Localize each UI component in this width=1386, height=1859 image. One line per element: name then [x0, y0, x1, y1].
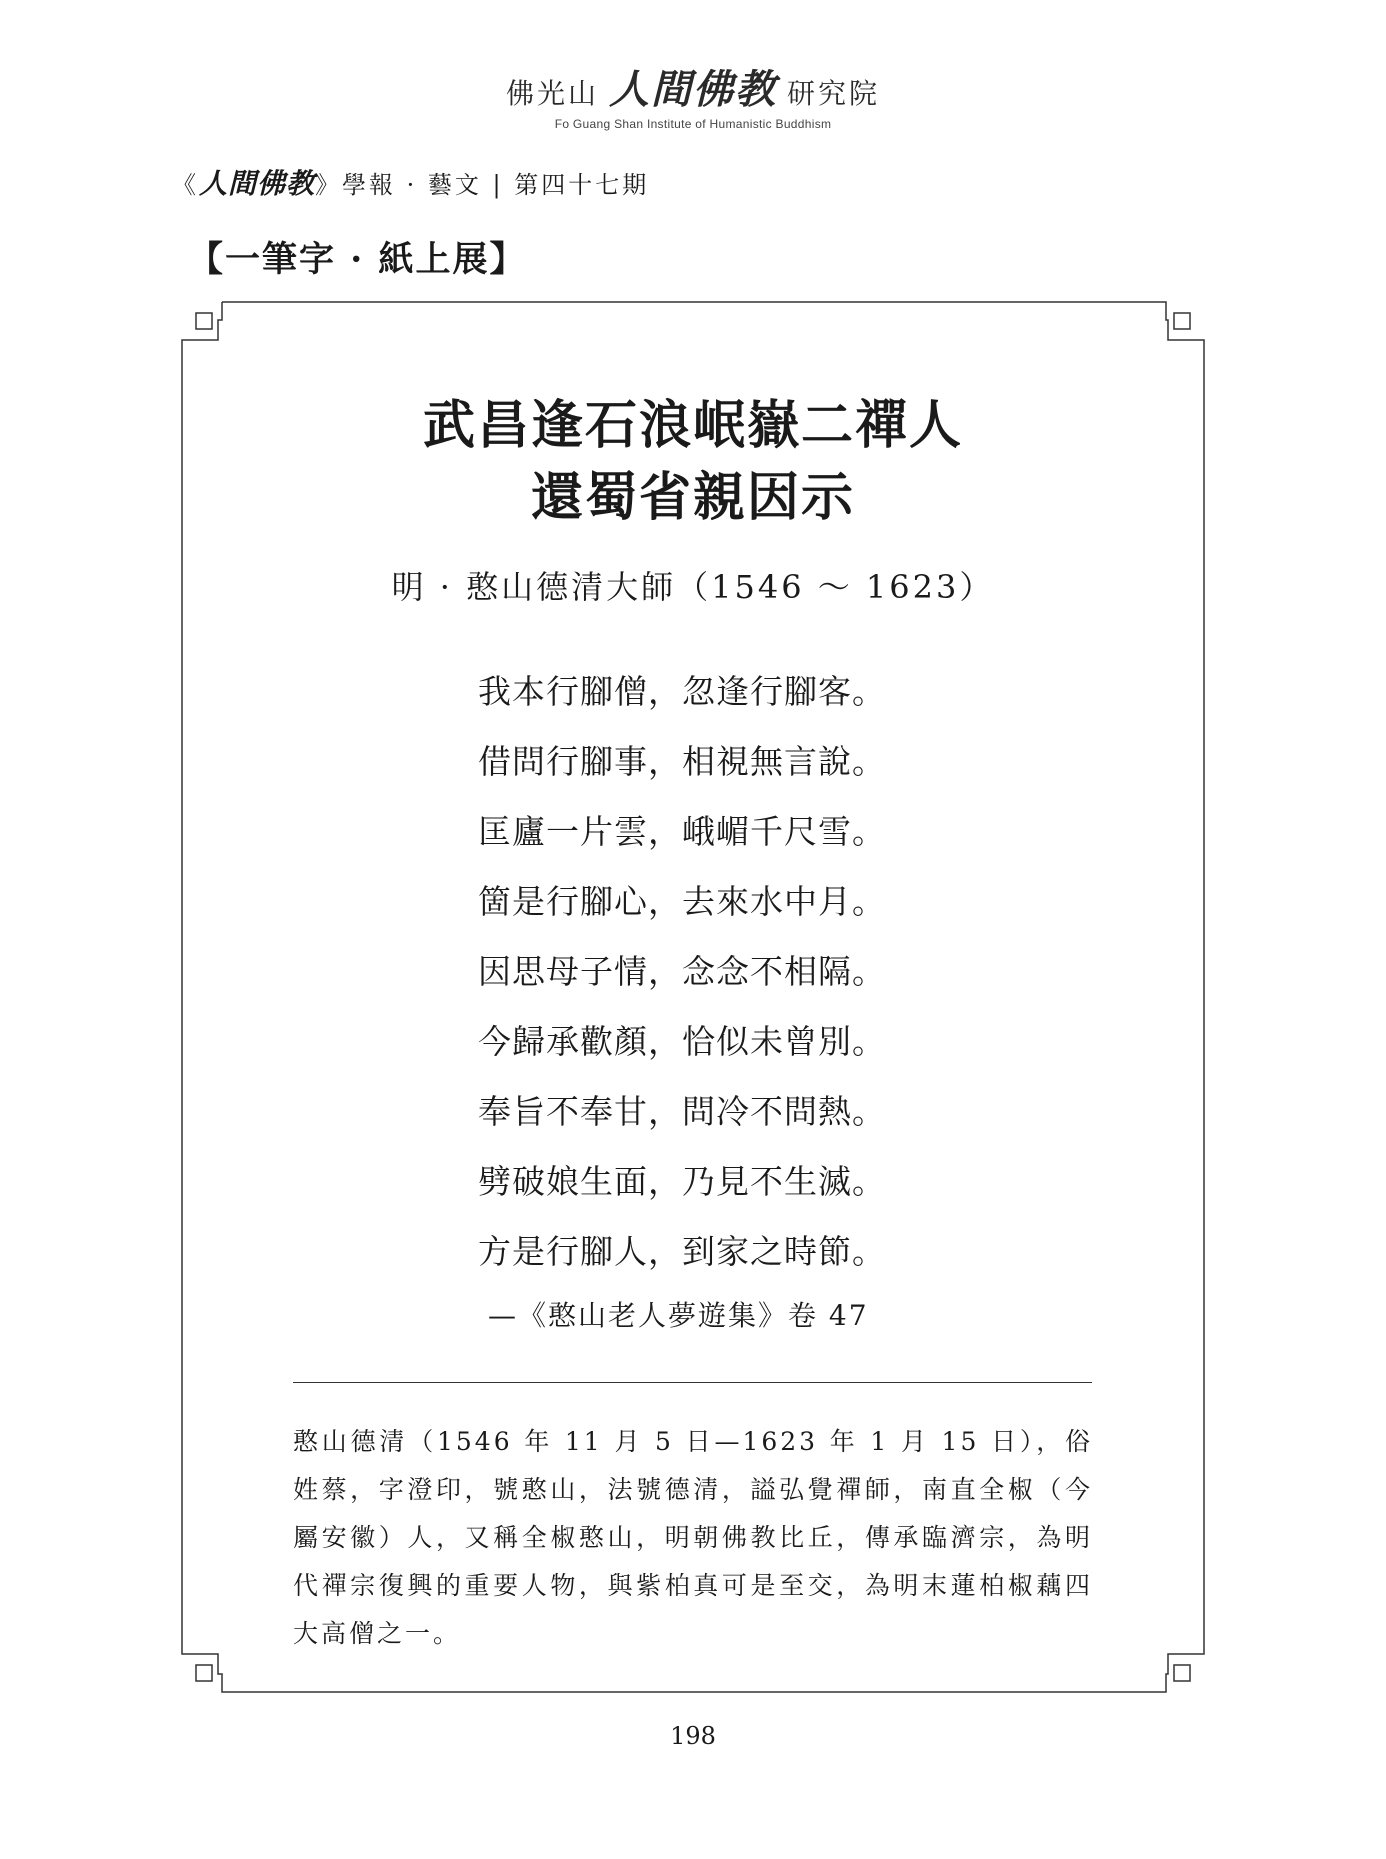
- verse-line: 劈破娘生面，乃見不生滅。: [478, 1162, 886, 1201]
- verse-line: 我本行腳僧，忽逢行腳客。: [478, 672, 886, 711]
- corner-square-bottom-right: [1174, 1665, 1190, 1681]
- journal-line: [172, 162, 649, 202]
- poem-source: —《憨山老人夢遊集》卷 47: [488, 1299, 869, 1332]
- poem-verses: [478, 662, 886, 1292]
- poem-author: 明 · 憨山德清大師（1546 ～ 1623）: [391, 568, 995, 606]
- journal-info: 》學報 · 藝文 | 第四十七期: [315, 171, 650, 199]
- corner-square-bottom-left: [196, 1665, 212, 1681]
- institute-english-name: Fo Guang Shan Institute of Humanistic Buddhism: [554, 117, 832, 131]
- verse-line: 箇是行腳心，去來水中月。: [478, 882, 886, 921]
- poem-title-line-2: 還蜀省親因示: [530, 467, 855, 528]
- corner-square-top-left: [196, 313, 212, 329]
- page-header: [0, 58, 1386, 131]
- verse-line: 因思母子情，念念不相隔。: [478, 952, 886, 991]
- section-title: 【一筆字 · 紙上展】: [188, 239, 527, 280]
- verse-line: 匡廬一片雲，峨嵋千尺雪。: [478, 812, 886, 851]
- institute-brand-calligraphy: 人間佛教: [609, 66, 777, 113]
- institute-name: [506, 58, 880, 115]
- corner-square-top-right: [1174, 313, 1190, 329]
- poem-title: [0, 390, 1386, 534]
- journal-open-bracket: 《: [172, 171, 199, 199]
- journal-brand-calligraphy: 人間佛教: [199, 167, 316, 200]
- verse-line: 方是行腳人，到家之時節。: [478, 1232, 886, 1271]
- poem-title-line-1: 武昌逢石浪岷嶽二禪人: [422, 395, 963, 456]
- page-number: 198: [670, 1722, 716, 1750]
- institute-suffix: 研究院: [787, 77, 881, 110]
- verse-line: 奉旨不奉甘，問冷不問熱。: [478, 1092, 886, 1131]
- verse-line: 借問行腳事，相視無言說。: [478, 742, 886, 781]
- verse-line: 今歸承歡顏，恰似未曾別。: [478, 1022, 886, 1061]
- author-biography: 憨山德清（1546 年 11 月 5 日—1623 年 1 月 15 日），俗姓蔡，字澄印，號憨山，法號德清，謚弘覺禪師，南直全椒（今屬安徽）人，又稱全椒憨山，明朝佛教比丘，傳承臨濟宗，為明代禪宗復興的重要人物，與紫柏真可是至交，為明末蓮柏椒藕四大高僧之一。: [293, 1427, 1093, 1648]
- institute-prefix: 佛光山: [505, 77, 599, 110]
- divider-line: [293, 1382, 1092, 1383]
